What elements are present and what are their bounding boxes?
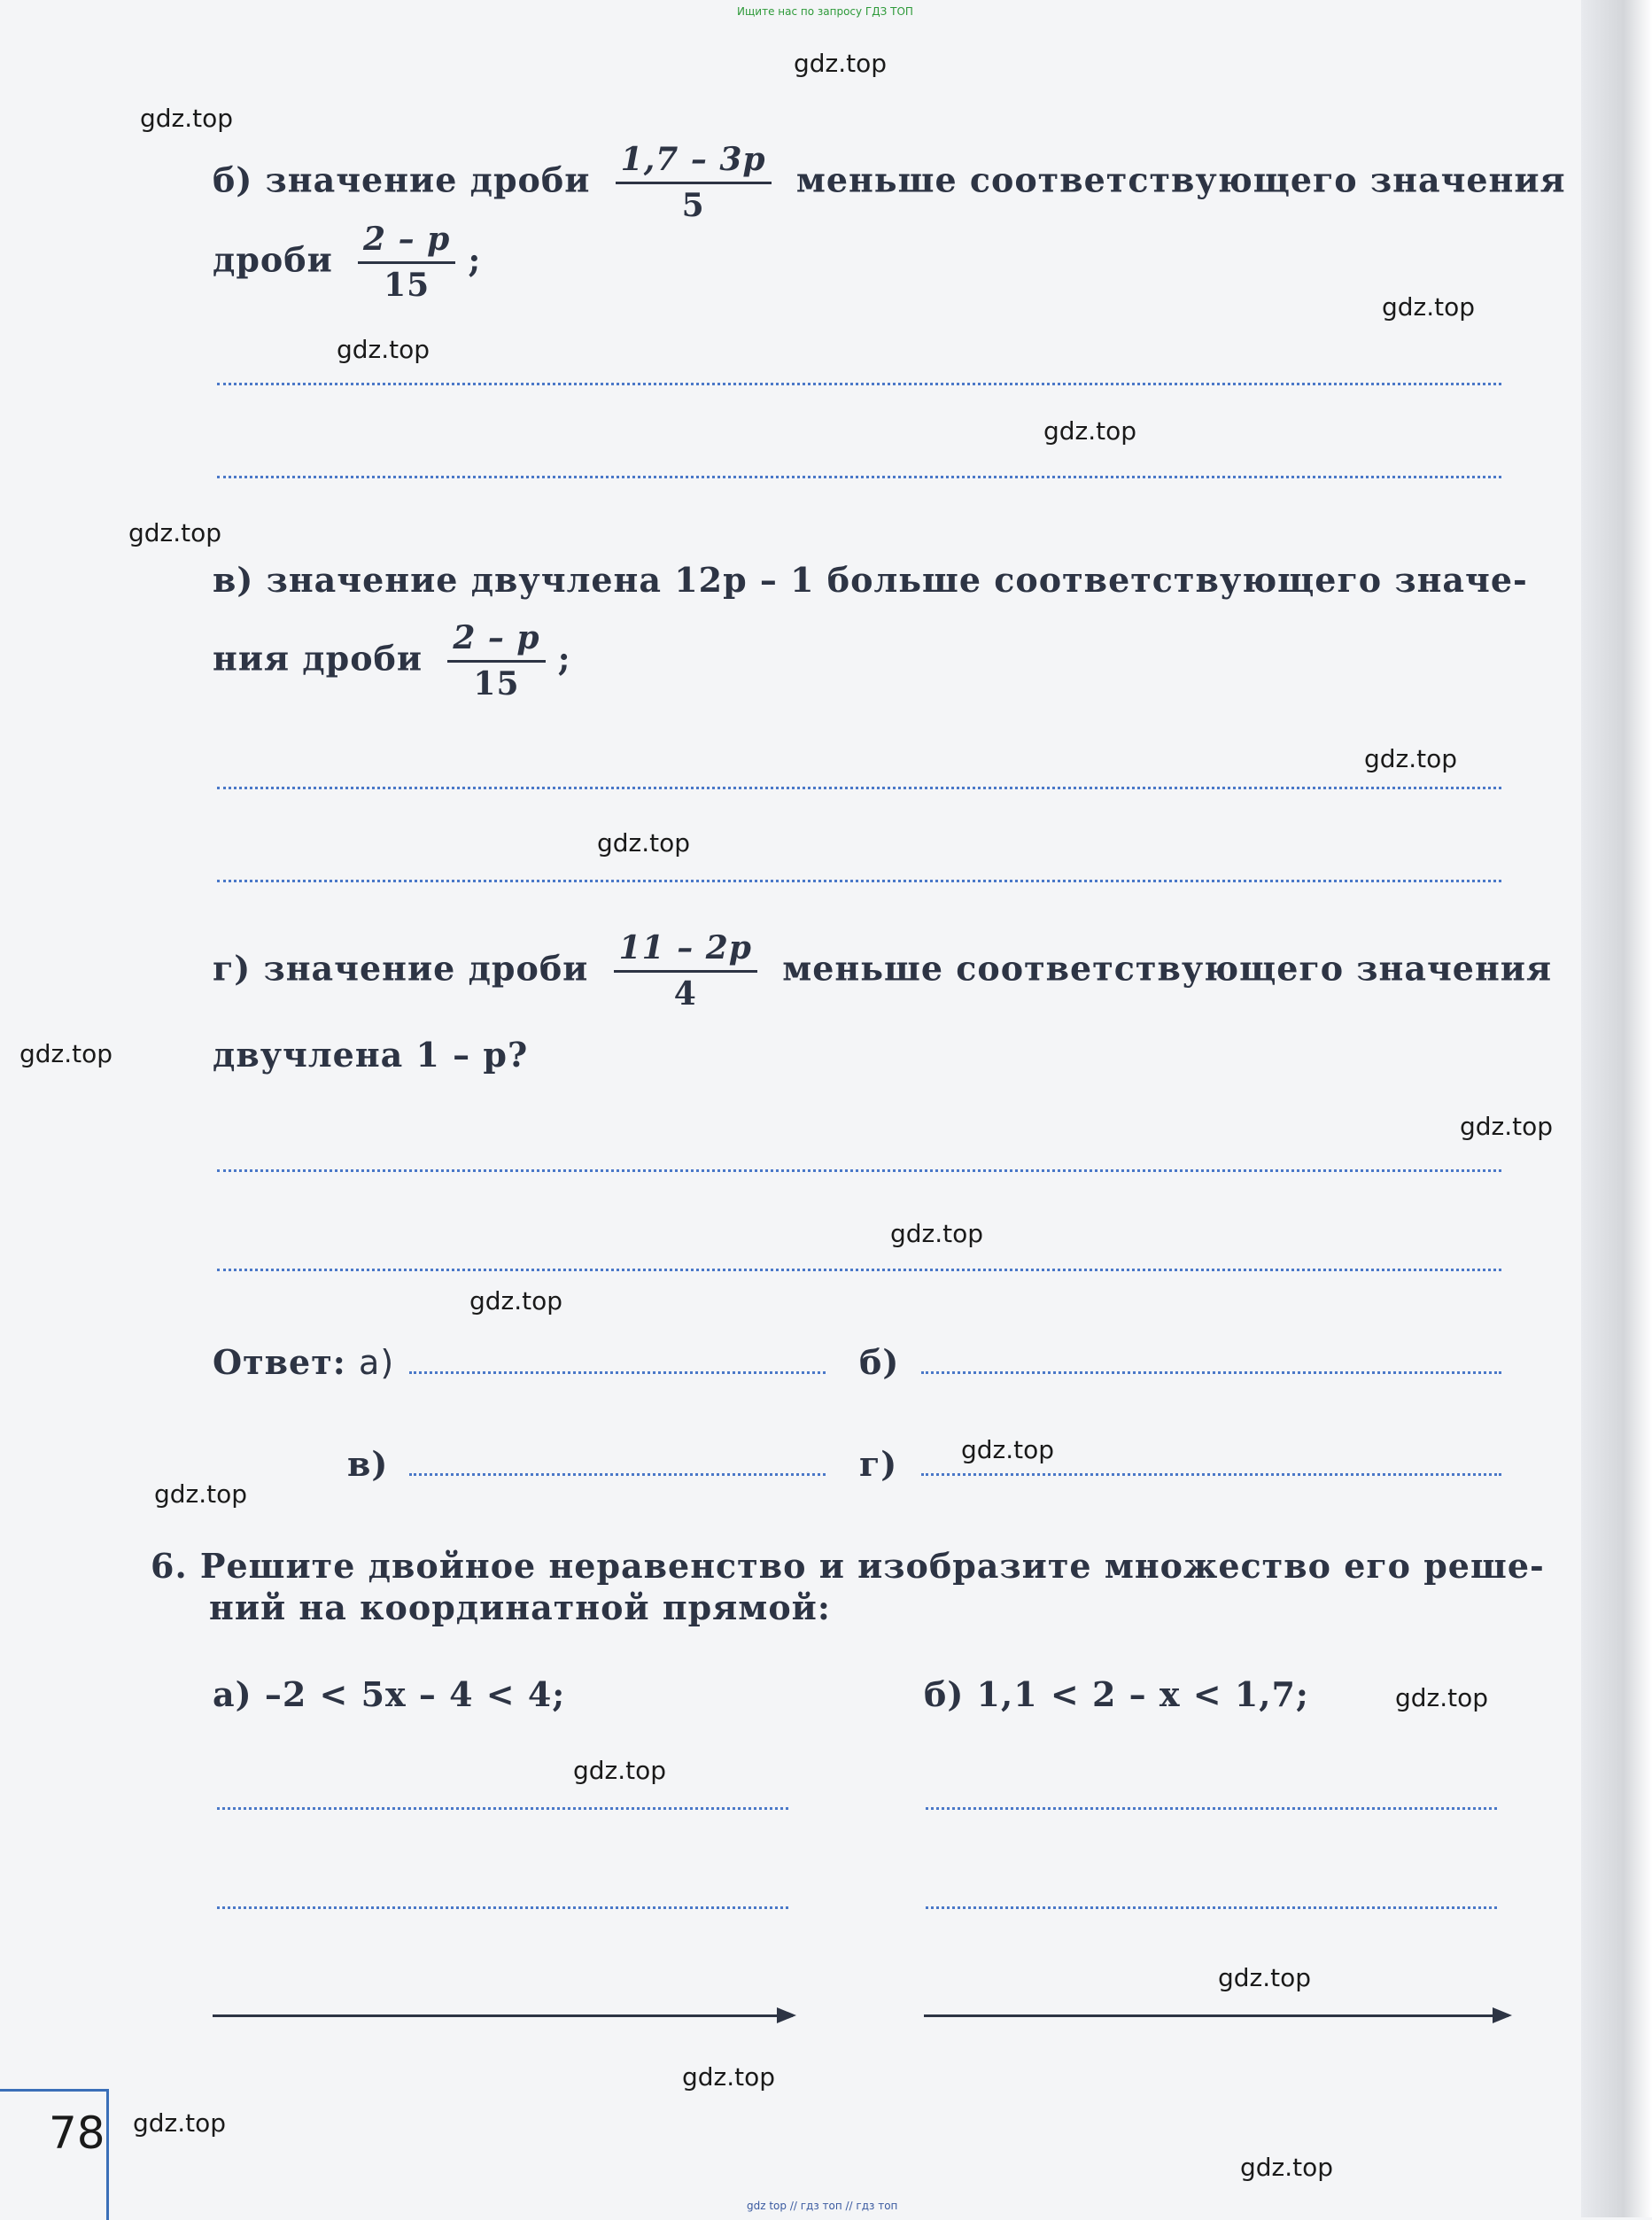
item-b-line1 [213,142,1566,225]
page-number-box [0,2089,109,2220]
fraction-denominator: 4 [673,975,697,1013]
task-6-line2: ний на координатной прямой: [209,1587,831,1627]
header-note: Ищите нас по запросу ГДЗ ТОП [737,5,913,18]
task-6-line1 [151,1546,1545,1586]
answer-label-text: Ответ: [213,1342,346,1382]
item-g-line1 [213,930,1552,1013]
watermark: gdz.top [337,335,430,364]
fraction [614,930,757,1013]
fraction-numerator: 1,7 – 3p [616,142,772,184]
watermark: gdz.top [140,104,234,133]
number-line-arrow[interactable] [924,2014,1509,2017]
item-g-line2: двучлена 1 – p? [213,1035,529,1075]
fraction [447,620,545,703]
number-line-arrow[interactable] [213,2014,793,2017]
watermark: gdz.top [128,518,222,547]
watermark: gdz.top [597,828,691,858]
fraction-denominator: 15 [384,267,430,305]
item-b-end: ; [468,239,482,280]
watermark: gdz.top [1218,1963,1312,1992]
answer-line[interactable] [926,1906,1497,1909]
answer-v-field[interactable] [409,1473,826,1476]
item-b-line2-text: дроби [213,239,333,280]
item-b-line2 [213,221,481,305]
watermark: gdz.top [1240,2153,1334,2182]
fraction-denominator: 15 [473,665,520,703]
answer-a-field[interactable] [409,1371,826,1374]
item-v-line1: в) значение двучлена 12p – 1 больше соответствующего значе- [213,560,1528,600]
item-v-line2-text: ния дроби [213,638,423,679]
answer-line[interactable] [217,1807,788,1810]
answer-g-field[interactable] [921,1473,1501,1476]
answer-b-label: б) [859,1342,900,1382]
watermark: gdz.top [1364,744,1458,773]
item-v-line2 [213,620,571,703]
watermark: gdz.top [1460,1112,1554,1141]
watermark: gdz.top [133,2108,227,2138]
task-6-b: б) 1,1 < 2 – x < 1,7; [924,1674,1309,1714]
answer-label [213,1342,394,1382]
watermark: gdz.top [794,49,888,78]
watermark: gdz.top [573,1756,667,1785]
item-g-prefix: г) значение дроби [213,948,589,989]
footer-note: gdz top // гдз топ // гдз топ [747,2200,898,2212]
fraction-numerator: 2 – p [447,620,545,663]
watermark: gdz.top [1382,292,1476,322]
watermark: gdz.top [1043,416,1137,446]
watermark: gdz.top [890,1219,984,1248]
page-number: 78 [49,2107,105,2159]
watermark: gdz.top [19,1039,113,1068]
task-6-number: 6. [151,1546,188,1586]
fraction [358,221,455,305]
answer-a-label: а) [359,1343,395,1382]
task-6-text1: Решите двойное неравенство и изобразите множество его реше- [199,1546,1545,1586]
answer-line[interactable] [217,880,1501,882]
watermark: gdz.top [154,1479,248,1509]
watermark: gdz.top [961,1435,1055,1464]
item-g-suffix: меньше соответствующего значения [782,948,1553,989]
item-v-end: ; [557,638,571,679]
watermark: gdz.top [469,1286,563,1316]
answer-g-label: г) [859,1444,898,1484]
answer-line[interactable] [926,1807,1497,1810]
page-edge-shadow [1581,0,1652,2217]
answer-line[interactable] [217,1906,788,1909]
fraction [616,142,772,225]
answer-v-label: в) [347,1444,389,1484]
answer-b-field[interactable] [921,1371,1501,1374]
item-b-suffix: меньше соответствующего значения [795,159,1566,200]
fraction-denominator: 5 [681,187,705,225]
task-6-a: а) –2 < 5x – 4 < 4; [213,1674,566,1714]
answer-line[interactable] [217,383,1501,385]
answer-line[interactable] [217,476,1501,478]
watermark: gdz.top [682,2062,776,2092]
fraction-numerator: 2 – p [358,221,455,264]
answer-line[interactable] [217,1169,1501,1172]
answer-line[interactable] [217,1269,1501,1271]
watermark: gdz.top [1395,1683,1489,1712]
answer-line[interactable] [217,787,1501,789]
item-b-prefix: б) значение дроби [213,159,591,200]
fraction-numerator: 11 – 2p [614,930,757,973]
